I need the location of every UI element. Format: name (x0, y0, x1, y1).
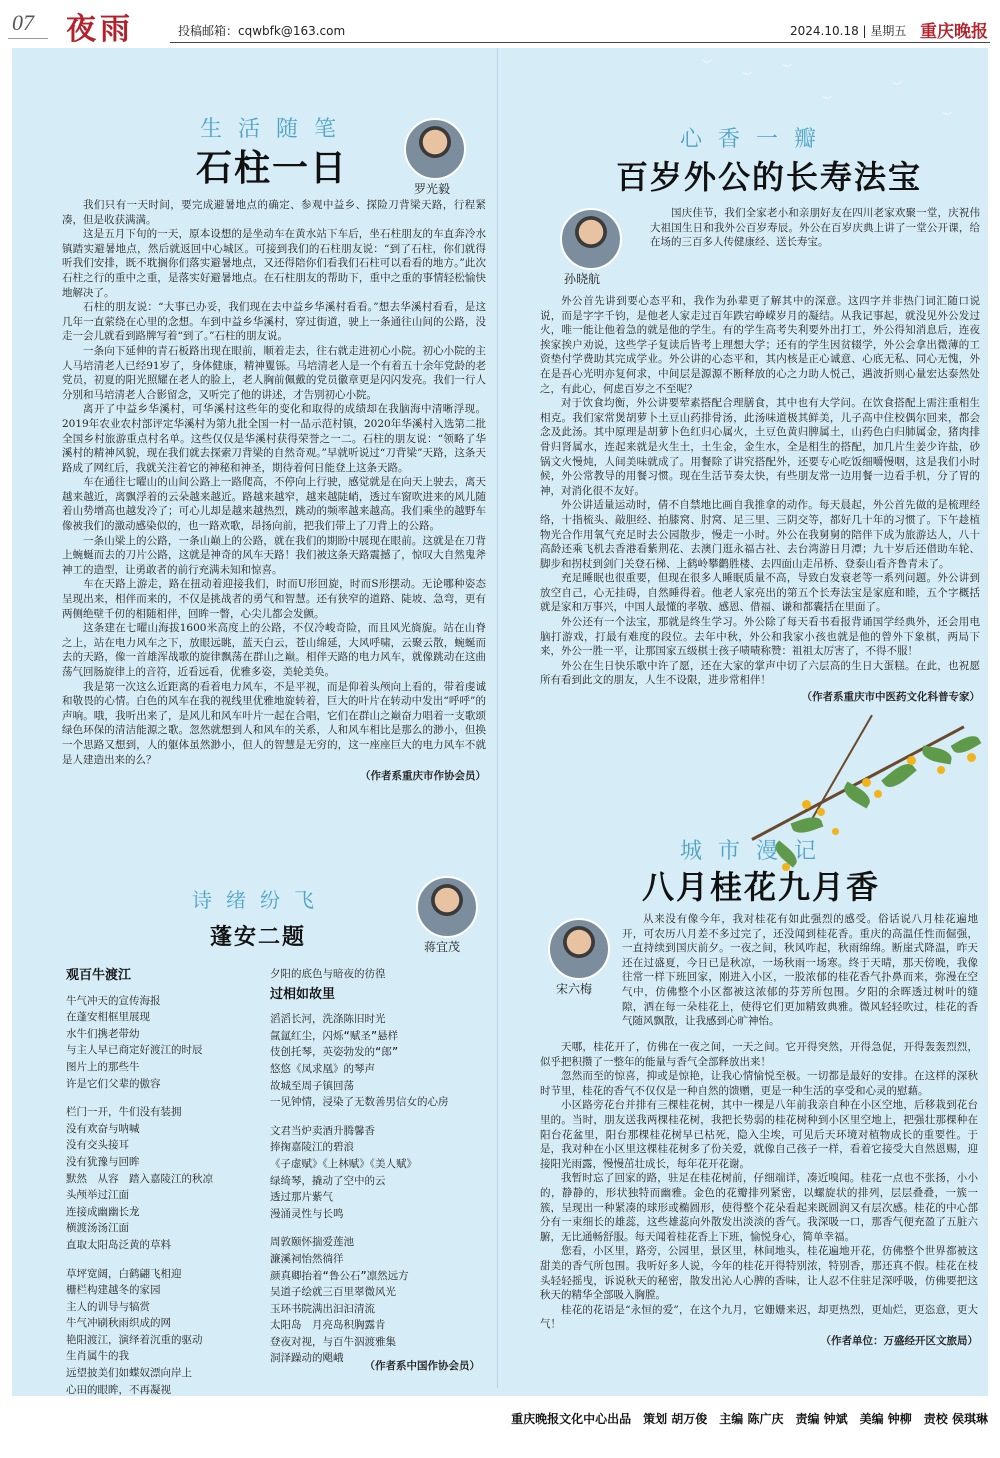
paragraph: 您看，小区里，路旁，公园里，景区里，林间地头，桂花遍地开花，仿佛整个世界都被这甜美的香气所包围。我听好多人说，今年的桂花开得特别浓，特别香，那还真不假。桂花在枝头轻轻摇曳，诉说秋天的秘密，散发出沁人心脾的香味，让人忍不住驻足深呼吸，仿佛要把这秋天的精华全部吸入胸膛。 (540, 1245, 978, 1302)
paragraph: 外公还有一个法宝，那就是终生学习。外公除了每天看书看报背诵国学经典外，还会用电脑打游戏，打最有难度的段位。去年中秋，外公和我家小孩也就是他的曾外下象棋，两局下来，外公一胜一平，让那国家五级棋士孩子啧啧称赞：祖祖太厉害了，不得不服！ (540, 616, 980, 658)
poem-line: 许是它们父辈的傲容 (66, 1077, 161, 1090)
author-name: 孙晓航 (564, 272, 601, 286)
poem-line: 远望披美们如蝶奴漂向岸上 (66, 1367, 192, 1380)
poem-column-2 (270, 966, 492, 1367)
poem-line: 在蓬安相框里展现 (66, 1011, 150, 1024)
poem-line: 绿绮琴，撬动了空中的云 (270, 1174, 386, 1187)
page-number-underline (8, 38, 48, 39)
poem-line: 滔滔长河，洗涤陈旧时光 (270, 1013, 386, 1026)
bird-icon: ︶ (822, 96, 832, 107)
stanza-gap (270, 1111, 492, 1123)
article-body-grandpa (540, 294, 980, 705)
poem-line: 图片上的那些牛 (66, 1060, 140, 1073)
byline: （作者系重庆市作协会员） (360, 770, 486, 783)
paragraph: 对于饮食均衡，外公讲要荤素搭配合理膳食，其中也有大学问。在饮食搭配上需注重相生相克。我们家常煲胡萝卜土豆山药排骨汤，此汤味道极其鲜美，儿子高中住校偶尔回来，都会念及此汤。其中原理是胡萝卜色红归心属火，土豆色黄归脾属土，山药色白归肺属金，猪肉排骨归肾属水，连起来就是火生土，土生金，金生水，全是相生的搭配，加几片生姜少许盐，砂锅文火慢炖，人间美味就成了。用餐除了讲究搭配外，还要专心吃饭细嚼慢咽，这是我们小时候，外公常教导的用餐习惯。现在生活节奏太快，有些朋友常一边用餐一边看手机，分了胃的神，对消化很不友好。 (540, 397, 980, 497)
author-avatar (416, 876, 478, 938)
article-body-osmanthus (540, 1040, 978, 1348)
column-name-heart-fragrance: 心香一瓣 (680, 127, 833, 152)
poem-line: 吴道子绘就三百里翠微风光 (270, 1286, 396, 1299)
section-logo: 夜雨 (66, 12, 134, 47)
column-name-poetry: 诗绪纷飞 (192, 888, 328, 912)
poem-line: 与主人早已商定好渡江的时辰 (66, 1044, 203, 1057)
newspaper-masthead: 重庆晚报 (920, 22, 988, 42)
poem-line: 草坪宽阔，白鹤翩飞相迎 (66, 1267, 182, 1280)
poem-line: 心田的眼眸，不再凝视 (66, 1383, 171, 1396)
poem-line: 横渡汤汤江面 (66, 1222, 129, 1235)
paragraph: 忽然而至的惊喜，抑或是惊艳，让我心情愉悦至极。一切都是最好的安排。在这样的深秋时节里，桂花的香气不仅仅是一种自然的馈赠，更是一种生活的享受和心灵的慰藉。 (540, 1070, 978, 1097)
poem-line: 栏门一开，牛们没有装拥 (66, 1106, 182, 1119)
editorial-credits: 重庆晚报文化中心出品 策划 胡万俊 主编 陈广庆 责编 钟斌 美编 钟柳 责校 侯琪琳 (511, 1412, 988, 1426)
author-avatar (548, 918, 610, 980)
poem-line: 连接成幽幽长龙 (66, 1205, 140, 1218)
poem-line: 主人的训导与犒赏 (66, 1300, 150, 1313)
poem-line: 一见钟情，浸染了无数善男信女的心房 (270, 1096, 449, 1109)
bird-icon: ︶ (742, 72, 752, 83)
byline-pengan: （作者系中国作协会员） (364, 1360, 480, 1372)
poem-line: 《子虚赋》《上林赋》《美人赋》 (270, 1157, 417, 1170)
paragraph: 桂花的花语是“永恒的爱”，在这个九月，它姗姗来迟，却更热烈，更灿烂，更恣意，更大气！ (540, 1303, 978, 1331)
paragraph: 一条向下延伸的青石板路出现在眼前，顺着走去，往右就走进初心小院。初心小院的主人马培清老人已经91岁了，身体健康，精神矍铄。马培清老人是一个有着五十余年党龄的老党员，初夏的阳光照耀在老人的脸上，老人胸前佩戴的党员徽章更是闪闪发亮。我们一行人分别和马培清老人合影留念，又听完了他的讲述，才告别初心小院。 (62, 344, 486, 401)
paragraph: 车在天路上游走，路在扭动着迎接我们，时而U形回旋，时而S形摆动。无论哪种姿态呈现出来，相伴而来的，不仅是挑战者的勇气和智慧。还有狭窄的道路、陡坡、急弯，更有两侧绝壁千仞的相随相伴，回眸一瞥，心尖儿都会发颤。 (62, 578, 486, 620)
paragraph: 我是第一次这么近距离的看着电力风车，不是平视，而是仰着头颅向上看的，带着虔诚和敬畏的心情。白色的风车在我的视线里优雅地旋转着，巨大的叶片在转动中发出“呼呼”的声响。哦，我听出来了，是风儿和风车叶片一起在合唱，它们在群山之巅奋力唱着一支歌颂绿色环保的清洁能源之歌。忽然就想到人和风车的关系，人和风车相比是那么的渺小，但换一个思路又想到，人的躯体虽然渺小，但人的智慧是无穷的，这一座座巨大的电力风车不就是人建造出来的么？ (62, 680, 486, 766)
author-name: 蒋宜茂 (424, 940, 461, 954)
article-title-osmanthus: 八月桂花九月香 (642, 868, 881, 906)
poem-line: 濂溪祠怡然徜徉 (270, 1252, 344, 1265)
bird-icon: ︶ (942, 112, 952, 123)
column-name-life-essay: 生活随笔 (200, 117, 353, 142)
author-avatar (404, 118, 466, 180)
poem-line: 周敦颐怀揣爱莲池 (270, 1236, 354, 1249)
paragraph: 这条建在七曜山海拔1600米高度上的公路，不仅冷峻奇险，而且风光旖旎。站在山脊之上，站在电力风车之下，放眼远眺，蓝天白云，苍山绵延，大风呼啸，云聚云散，蜿蜒而去的天路，像一首雄浑战歌的旋律飘荡在群山之巅。相伴天路的电力风车，就像跳动在这曲荡气回肠旋律上的音符，近看远看，优雅多姿，美轮美奂。 (62, 622, 486, 678)
paragraph: 从来没有像今年，我对桂花有如此强烈的感受。俗话说八月桂花遍地开，可农历八月差不多过完了，还没闻到桂花香。重庆的高温任性而倔强，一直持续到国庆前夕。一夜之间，秋风咋起，秋雨绵绵。断崖式降温，昨天还在过盛夏，今日已是秋凉，一场秋雨一场寒。终于天晴，那天傍晚，我像往常一样下班回家，刚进入小区，一股浓郁的桂花香气扑鼻而来，弥漫在空气中，仿佛整个小区都被这浓郁的芬芳所包围。夕阳的余晖透过树叶的缝隙，洒在每一朵桂花上，使得它们更加精致典雅。微风轻轻吹过，桂花的香气随风飘散，让我感到心旷神怡。 (622, 913, 978, 1028)
poem-line: 水牛们携老带幼 (66, 1027, 140, 1040)
paragraph: 石柱的朋友说：“大事已办妥，我们现在去中益乡华溪村看看。”想去华溪村看看，是这几年一直萦绕在心里的念想。车到中益乡华溪村，穿过街道，驶上一条通往山间的公路，没走一会儿就看到路牌写着“到了。”石柱的朋友说。 (62, 301, 486, 343)
byline: （作者单位：万盛经开区文旅局） (820, 1334, 978, 1347)
poem-line: 生肖属牛的我 (66, 1350, 129, 1363)
paragraph: 外公在生日快乐歌中许了愿，还在大家的掌声中切了六层高的生日大蛋糕。在此，也祝愿所有看到此文的朋友，人生不设限，进步常相伴！ (540, 659, 980, 687)
page-footer (0, 1404, 1000, 1434)
poem-line: 漫涌灵性与长鸣 (270, 1207, 344, 1220)
poem-line: 没有犹豫与回眸 (66, 1155, 140, 1168)
poem-line: 默然 从容 踏入嘉陵江的秋凉 (66, 1172, 213, 1185)
bird-icon: ︶ (892, 82, 902, 93)
stanza-gap (66, 1254, 266, 1266)
poem-subtitle: 观百牛渡江 (66, 968, 132, 983)
article-lead-grandpa (650, 206, 980, 250)
poem-line: 悠悠《凤求凰》的琴声 (270, 1062, 375, 1075)
poem-column-1 (66, 964, 266, 1398)
poem-line: 艳阳渡江，演绎着沉重的驱动 (66, 1333, 203, 1346)
paragraph: 一条山梁上的公路，一条山巅上的公路，就在我们的期盼中展现在眼前。这就是在刀背上蜿蜒而去的刀片公路，这就是神奇的风车天路！我们被这条天路震撼了，惊叹大自然鬼斧神工的造型，让勇敢者的前行充满未知和惊喜。 (62, 534, 486, 576)
issue-date: 2024.10.18 | 星期五 (790, 24, 907, 38)
poem-line: 氤氲红尘，闪烁“赋圣”悬样 (270, 1029, 399, 1042)
author-name: 罗光毅 (414, 182, 451, 196)
poem-line: 伎创托琴，英姿勃发的“郎” (270, 1046, 399, 1059)
paragraph: 离开了中益乡华溪村，可华溪村这些年的变化和取得的成绩却在我脑海中清晰浮现。2019年农业农村部评定华溪村为第九批全国一村一品示范村镇，2020年华溪村入选第二批全国乡村旅游重点村名单。这些仅仅是华溪村获得荣誉之一二。石柱的朋友说：“领略了华溪村的精神风貌，现在我们就去探索刀背梁的自然奇观。”早就听说过“刀背梁”天路，这条天路成了网红后，我就关注着它的神秘和神圣，期待着何日能登上这条天路。 (62, 403, 486, 474)
header-rule (170, 42, 990, 43)
paragraph: 天哪，桂花开了，仿佛在一夜之间，一天之间。它开得突然，开得急促，开得轰轰烈烈，似乎把积攒了一整年的能量与香气全部释放出来！ (540, 1041, 978, 1068)
article-title-shizhu: 石柱一日 (196, 147, 349, 189)
stanza-gap (270, 1222, 492, 1234)
paragraph: 这是五月下旬的一天，原本设想的是坐动车在黄水站下车后，坐石柱朋友的车直奔冷水镇踏实避暑地点，然后就返回中心城区。可接到我们的石柱朋友说：“到了石柱，你们就得听我们安排，既不耽搁你们落实避暑地点，又还得陪你们看我们石柱可以看看的地方。”此次石柱之行的重中之重，是落实好避暑地点。在石柱朋友的帮助下，重中之重的事情轻松愉快地解决了。 (62, 228, 486, 299)
paragraph: 我们只有一天时间，要完成避暑地点的确定、参观中益乡、探险刀背梁天路，行程紧凑，但是收获满满。 (62, 199, 486, 226)
author-avatar (560, 208, 622, 270)
paragraph: 我暂时忘了回家的路，驻足在桂花树前，仔细端详，凑近嗅闻。桂花一点也不张扬，小小的，静静的，形状独特而幽雅。金色的花瓣排列紧密，以螺旋状的排列，层层叠叠，一簇一簇，呈现出一种紧凑的球形或椭圆形，使得整个花朵看起来既圆润又有层次感。桂花的中心部分有一束细长的雄蕊，这些雄蕊向外散发出淡淡的香气。我深吸一口，那香气便充盈了五脏六腑，无比通畅舒服。每天闻着桂花香上下班，愉悦身心，简单幸福。 (540, 1172, 978, 1243)
poem-line: 没有交头接耳 (66, 1139, 129, 1152)
poem-line: 夕阳的底色与暗夜的彷徨 (270, 968, 386, 980)
poem-line: 直取太阳岛泛黄的草料 (66, 1238, 171, 1251)
poem-line: 没有欢奋与呐喊 (66, 1122, 140, 1135)
author-name: 宋六梅 (556, 982, 593, 996)
stanza-gap (66, 1092, 266, 1104)
poem-line: 头颅举过江面 (66, 1189, 129, 1202)
byline: （作者系重庆市中医药文化科普专家） (801, 691, 980, 704)
article-body-shizhu (62, 198, 486, 784)
column-name-city-notes: 城市漫记 (680, 839, 833, 864)
poem-line: 故城至周子镇回荡 (270, 1079, 354, 1092)
paragraph: 外公首先讲到要心态平和，我作为孙辈更了解其中的深意。这四字并非热门词汇随口说说，而是字字千钧，是他老人家走过百年跌宕峥嵘岁月的凝结。从我记事起，就没见外公发过火，唯一能让他着急的就是他的学生。有的学生高考失利要外出打工，外公得知消息后，连夜挨家挨户劝说，这些学子复读后皆考上理想大学；还有的学生因贫辍学，外公会拿出微薄的工资垫付学费助其完成学业。外公讲的心态平和，其内核是正心诚意、心底无私、同心无愧，外在是吾心光明亦复何求，中间层是源源不断释放的心之力助人悦己，遇波折则心量宏达泰然处之，有此心，何虑百岁之不至呢？ (540, 295, 980, 395)
submission-email[interactable]: 投稿邮箱：cqwbfk@163.com (178, 24, 346, 38)
article-title-pengan: 蓬安二题 (210, 924, 307, 950)
poem-line: 玉环书院满出汩汩清流 (270, 1302, 375, 1315)
article-lead-osmanthus (622, 912, 978, 1029)
bird-icon: ︶ (702, 60, 712, 71)
column-divider (497, 48, 498, 1388)
paragraph: 车在通往七曜山的山间公路上一路爬高，不停向上行驶，感觉就是在向天上驶去，离天越来越近，离飘浮着的云朵越来越近。路越来越窄，越来越陡峭，透过车窗吹进来的风儿随着山势增高也越发冷了；可心儿却是越来越热烈，跳动的频率越来越高。我们乘坐的越野车像被我们的激动感染似的，也一路欢歌，昂扬向前，把我们带上了刀背上的公路。 (62, 476, 486, 533)
bird-icon: ︶ (782, 64, 792, 75)
article-title-grandpa: 百岁外公的长寿法宝 (616, 158, 923, 196)
page-number: 07 (12, 10, 34, 35)
paragraph: 外公讲适量运动时，倩不自禁地比画自我推拿的动作。每天晨起，外公首先做的是梳理经络，十指梳头、敲胆经、拍膝窝、肘窝、足三里、三阴交等，都好几十年的习惯了。下午趁植物光合作用氧气充足时去公园散步，慢走一小时。外公在我舅舅的陪伴下成为旅游达人，八十高龄还乘飞机去香港看紫荆花、去澳门逛永福古社、去台湾游日月潭；九十岁后还借助车轮、脚步和拐杖到剑门关登石梯、上鹤岭攀鹳胜楼、去四面山走吊桥、登泰山看齐鲁青未了。 (540, 499, 980, 570)
page-header (0, 0, 1000, 47)
poem-line: 登夜对视，与百牛泅渡雅集 (270, 1335, 396, 1348)
poem-line: 透过那片紫气 (270, 1191, 333, 1204)
poem-line: 牛气冲刷秋雨织成的网 (66, 1317, 171, 1330)
paragraph: 充足睡眠也很重要，但现在很多人睡眠质量不高，导致白发衰老等一系列问题。外公讲到放空自己，心无挂碍，自然睡得着。他老人家亮出的第五个长寿法宝是家庭和睦，五个字概括就是家和万事兴，中国人最懂的孝敬、感恩、借福、谦和都囊括在里面了。 (540, 572, 980, 614)
poem-line: 太阳岛 月亮岛积胸露肯 (270, 1319, 386, 1332)
paragraph: 国庆佳节，我们全家老小和亲朋好友在四川老家欢聚一堂，庆祝伟大祖国生日和我外公百岁寿辰。外公在百岁庆典上讲了一堂公开课，给在场的三百多人传健康经、送长寿宝。 (650, 207, 980, 249)
poem-line: 洞泽躁动的飓峨 (270, 1352, 344, 1365)
poem-line: 牛气冲天的宣传海报 (66, 994, 161, 1007)
poem-line: 颜真卿抬着“鲁公石”凛然远方 (270, 1269, 409, 1282)
poem-line: 文君当炉卖酒升腾馨香 (270, 1124, 375, 1137)
poem-line: 捧掬嘉陵江的碧浪 (270, 1141, 354, 1154)
paragraph: 小区路旁花台并排有三棵桂花树，其中一棵是八年前我亲自种在小区空地，后移栽到花台里的。当时，朋友送我两棵桂花树，我把长势弱的桂花树种到小区里空地上，把强壮那棵种在阳台花盆里，阳台那棵桂花树早已枯死，隐入尘埃，可见后天环境对植物成长的重要性。于是，我对种在小区里这棵桂花树多了份关爱，就像自己孩子一样，看着它接受大自然恩赐，迎接阳光雨露，慢慢茁壮成长，每年花开花谢。 (540, 1099, 978, 1170)
poem-subtitle: 过相如故里 (270, 986, 336, 1002)
poem-line: 栅栏构建越冬的家园 (66, 1284, 161, 1297)
